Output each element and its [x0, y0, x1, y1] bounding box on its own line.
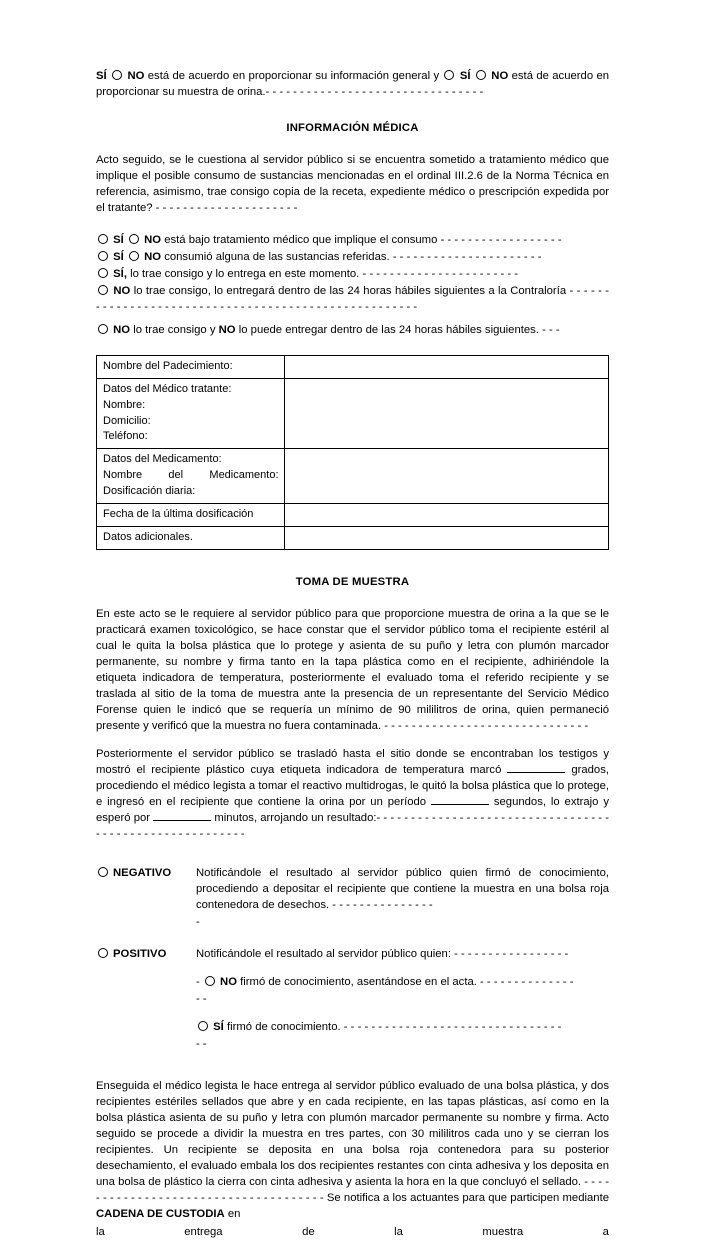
medical-paragraph-dashes: - - - - - - - - - - - - - - - - - - - - -: [155, 202, 298, 215]
table-cell-label: [97, 378, 285, 449]
closing-word: a: [602, 1226, 609, 1239]
closing-paragraph-lead-dashes: - - - - -: [291, 1192, 324, 1205]
temperatura-blank[interactable]: [507, 772, 565, 773]
intro-si-label: SÍ: [96, 70, 107, 82]
table-cell-label: [97, 504, 285, 527]
intro-no-label: NO: [127, 70, 145, 82]
option-no-trae-no-entrega-dashes: - - -: [542, 323, 560, 336]
option-no-trae-24h-radio[interactable]: [98, 285, 108, 295]
result-positivo-text: Notificándole el resultado al servidor público quien:: [196, 948, 451, 960]
sample-paragraph-1-dashes: - - - - - - - - - - - - - - - - - - - - - - - - - - - - - -: [384, 720, 589, 733]
table-label-line: Teléfono:: [103, 430, 148, 443]
result-positivo-sub-no: [196, 974, 609, 1007]
table-label-line: Datos del Medicamento:: [103, 453, 222, 466]
table-cell-value[interactable]: [284, 378, 608, 449]
option-no-trae-no-entrega: [96, 322, 609, 339]
option-consumo-no-label: NO: [144, 251, 162, 264]
intro-si-label-2: SÍ: [459, 70, 471, 82]
option-no-trae-24h: [96, 283, 609, 316]
table-label-line: Datos del Médico tratante:: [103, 382, 232, 395]
intro-no-radio[interactable]: [112, 70, 122, 80]
option-no-trae-24h-dashes: - - - - - - - - - - - - - - - - - - - - - - - - - - - - - - - - - - - - - - - - - - - - - - - - - - - - -: [96, 285, 610, 314]
result-positivo-dashes: - - - - - - - - - - - - - - - - -: [454, 948, 569, 960]
closing-word: la: [394, 1226, 403, 1239]
closing-word: entrega: [184, 1226, 223, 1239]
table-label-line: Fecha de la última dosificación: [103, 508, 254, 521]
option-tratamiento-no-label: NO: [144, 234, 162, 247]
sample-paragraph-1: [96, 606, 609, 734]
closing-word: muestra: [482, 1226, 524, 1239]
table-row: [97, 355, 609, 378]
closing-word: de: [302, 1226, 315, 1239]
table-label-line: Domicilio:: [103, 414, 151, 427]
result-negativo: [96, 865, 609, 931]
option-consumo-si-label: SÍ: [113, 251, 124, 264]
table-cell-value[interactable]: [284, 355, 608, 378]
closing-last-line: [96, 1224, 609, 1240]
result-positivo-sub-si-label: SÍ: [213, 1021, 224, 1034]
option-consumo: [96, 249, 609, 266]
closing-paragraph-text-a: Enseguida el médico legista le hace entrega al servidor público evaluado de una bolsa plástica, y dos recipientes estériles sellados que abre y en cada recipiente, en las tapas plásticas, así como en la bolsa plástica asienta de su puño y letra con plumón marcador permanente su nombre y firma. Acto seguido se procede a dividir la muestra en tres partes, con 30 mililitros cada uno y se cierran los recipientes. Un recipiente se deposita en una bolsa roja contenedora para su posterior desechamiento, el evaluado embala los dos recipientes restantes con cinta adhesiva y los deposita en una bolsa de plástico la cierra con cinta adhesiva y asienta la hora en la que concluyó el sellado.: [96, 1079, 609, 1189]
table-row: [97, 378, 609, 449]
result-positivo-sub-si-dashes: - - - - - - - - - - - - - - - - - - - - - - - - - - - - - - - -: [343, 1021, 562, 1034]
option-consumo-text: consumió alguna de las sustancias referidas.: [164, 251, 390, 264]
table-cell-label: [97, 527, 285, 550]
result-negativo-radio[interactable]: [98, 867, 108, 877]
closing-word: la: [96, 1226, 105, 1239]
table-cell-value[interactable]: [284, 504, 608, 527]
option-no-trae-24h-label: NO: [113, 285, 131, 297]
intro-no-label-2: NO: [491, 70, 509, 82]
result-positivo-sub-si-radio[interactable]: [198, 1021, 208, 1031]
option-no-trae-no-entrega-text-b: lo puede entregar dentro de las 24 horas hábiles siguientes.: [238, 323, 539, 336]
minutos-blank[interactable]: [153, 820, 211, 821]
result-negativo-trailing-dashes: -: [196, 915, 200, 928]
option-si-trae-label: SÍ,: [113, 268, 127, 281]
intro-paragraph: [96, 68, 609, 100]
table-label-line: Nombre del Padecimiento:: [103, 359, 233, 372]
medical-paragraph: [96, 152, 609, 216]
intro-si-radio-2[interactable]: [444, 70, 454, 80]
medical-options: [96, 232, 609, 339]
periodo-blank[interactable]: [431, 804, 489, 805]
cadena-de-custodia-label: CADENA DE CUSTODIA: [96, 1208, 225, 1221]
option-no-trae-no-entrega-no-label: NO: [113, 323, 131, 336]
closing-paragraph: [96, 1078, 609, 1222]
option-no-trae-24h-text: lo trae consigo, lo entregará dentro de las 24 horas hábiles siguientes a la Contraloría: [133, 285, 567, 297]
table-label-word: Medicamento:: [209, 469, 279, 482]
sample-paragraph-2-dashes: - - - - - - - - - - - - - - - - - - - - - - - - - - - - - - - - - - - - - - - - - - - - - - - - - - - - - - - -: [96, 812, 609, 841]
result-negativo-body: [196, 865, 609, 931]
sample-paragraph-2-text-a: Posteriormente el servidor público se trasladó hasta el sitio donde se encontraban los testigos y mostró el recipiente plástico cuya etiqueta indicadora de temperatura marcó: [96, 748, 609, 777]
result-positivo-sub-no-label: NO: [220, 976, 237, 989]
medical-paragraph-text: Acto seguido, se le cuestiona al servidor público si se encuentra sometido a tratamiento médico que implique el posible consumo de sustancias mencionadas en el ordinal III.2.6 de la Norma Técnica en referencia, asimismo, trae consigo copia de la receta, expediente médico o prescripción expedida por el tratante?: [96, 154, 609, 215]
option-si-trae-radio[interactable]: [98, 268, 108, 278]
result-negativo-label-wrap: [96, 865, 196, 881]
table-cell-label: [97, 355, 285, 378]
option-tratamiento-si-label: SÍ: [113, 234, 124, 247]
option-si-trae: [96, 266, 609, 283]
intro-dashes: - - - - - - - - - - - - - - - - - - - - - - - - - - - - - - - -: [265, 86, 484, 99]
result-positivo-sub-si-text: firmó de conocimiento.: [226, 1021, 341, 1034]
result-negativo-dashes: - - - - - - - - - - - - - - -: [332, 899, 433, 912]
option-si-trae-text: lo trae consigo y lo entrega en este momento.: [130, 268, 360, 281]
option-no-trae-no-entrega-radio[interactable]: [98, 324, 108, 334]
table-label-line-medicamento: [103, 468, 279, 484]
table-label-line: Datos adicionales.: [103, 531, 193, 544]
intro-no-radio-2[interactable]: [476, 70, 486, 80]
table-label-word: del: [168, 469, 184, 482]
result-positivo-sub-no-prefix: -: [196, 976, 200, 989]
closing-paragraph-text-b: Se notifica a los actuantes para que participen mediante: [326, 1192, 609, 1205]
result-positivo-radio[interactable]: [98, 948, 108, 958]
result-positivo-sub-si: [196, 1019, 609, 1052]
medical-table: [96, 355, 609, 550]
result-positivo-sub-no-trailing: - -: [196, 992, 207, 1005]
option-consumo-dashes: - - - - - - - - - - - - - - - - - - - - - -: [392, 251, 542, 264]
result-positivo-sub-si-trailing: - -: [196, 1037, 207, 1050]
sample-paragraph-1-text: En este acto se le requiere al servidor público para que proporcione muestra de orina a la que se le practicará examen toxicológico, se hace constar que el servidor público toma el recipiente estéril al cual le quita la bolsa plástica que lo protege y asienta de su puño y letra con plumón marcador permanente, su nombre y firma tanto en la tapa plástica como en el recipiente, adhiriéndole la etiqueta indicadora de temperatura, posteriormente el evaluado toma el referido recipiente y se traslada al sitio de la toma de muestra ante la presencia de un representante del Servicio Médico Forense quien le indicó que se requería un mínimo de 90 mililitros de orina, quien permaneció presente y verificó que la muestra no fuera contaminada.: [96, 608, 609, 733]
table-label-line: Dosificación diaria:: [103, 485, 196, 498]
option-si-trae-dashes: - - - - - - - - - - - - - - - - - - - - - - -: [362, 268, 519, 281]
result-positivo-label: POSITIVO: [113, 948, 167, 960]
sample-paragraph-2-text-d: minutos, arrojando un resultado:: [214, 812, 377, 825]
result-positivo: [96, 946, 609, 1052]
option-no-trae-no-entrega-text-a: lo trae consigo y: [133, 323, 216, 336]
intro-text-b: está de acuerdo en proporcionar su muestra de orina.: [96, 70, 610, 99]
table-row: [97, 527, 609, 550]
option-tratamiento-dashes: - - - - - - - - - - - - - - - - - -: [440, 234, 562, 247]
sample-paragraph-2-text-b: grados, procediendo el médico legista a tomar el reactivo multidrogas, le quitó la bolsa plástica que lo protege, e ingresó en el recipiente que contiene la orina por un período: [96, 764, 609, 809]
table-cell-value[interactable]: [284, 527, 608, 550]
table-label-line: Nombre:: [103, 398, 146, 411]
result-positivo-sub-no-dashes: - - - - - - - - - - - - - -: [480, 976, 574, 989]
option-tratamiento-text: está bajo tratamiento médico que implique el consumo: [164, 234, 438, 247]
closing-paragraph-text-c: en: [227, 1208, 241, 1221]
table-cell-label: [97, 449, 285, 504]
result-positivo-sub-no-radio[interactable]: [205, 976, 215, 986]
option-consumo-no-radio[interactable]: [129, 251, 139, 261]
table-row: [97, 449, 609, 504]
table-cell-value[interactable]: [284, 449, 608, 504]
sample-section-title: TOMA DE MUESTRA: [295, 576, 410, 589]
table-label-word: Nombre: [103, 469, 143, 482]
sample-paragraph-2-text-c: segundos, lo extrajo y esperó por: [96, 796, 609, 825]
result-positivo-sub-no-text: firmó de conocimiento, asentándose en el acta.: [240, 976, 477, 989]
table-row: [97, 504, 609, 527]
option-consumo-si-radio[interactable]: [98, 251, 108, 261]
intro-text-a: está de acuerdo en proporcionar su información general y: [147, 70, 440, 82]
sample-paragraph-2: [96, 746, 609, 842]
result-negativo-text: Notificándole el resultado al servidor público quien firmó de conocimiento, procediendo a depositar el recipiente que contiene la muestra en una bolsa roja contenedora de desechos.: [196, 866, 609, 912]
closing-paragraph-dashes: - - - - - - - - - - - - - - - - - - - - - - - - - - - - - - - -: [96, 1176, 610, 1205]
result-positivo-label-wrap: [96, 946, 196, 962]
option-tratamiento-no-radio[interactable]: [129, 234, 139, 244]
option-no-trae-no-entrega-no-label-2: NO: [218, 323, 236, 336]
medical-section-title: INFORMACIÓN MÉDICA: [286, 122, 419, 135]
option-tratamiento-si-radio[interactable]: [98, 234, 108, 244]
option-tratamiento: [96, 232, 609, 249]
result-positivo-body: [196, 946, 609, 1052]
result-negativo-label: NEGATIVO: [113, 866, 172, 879]
